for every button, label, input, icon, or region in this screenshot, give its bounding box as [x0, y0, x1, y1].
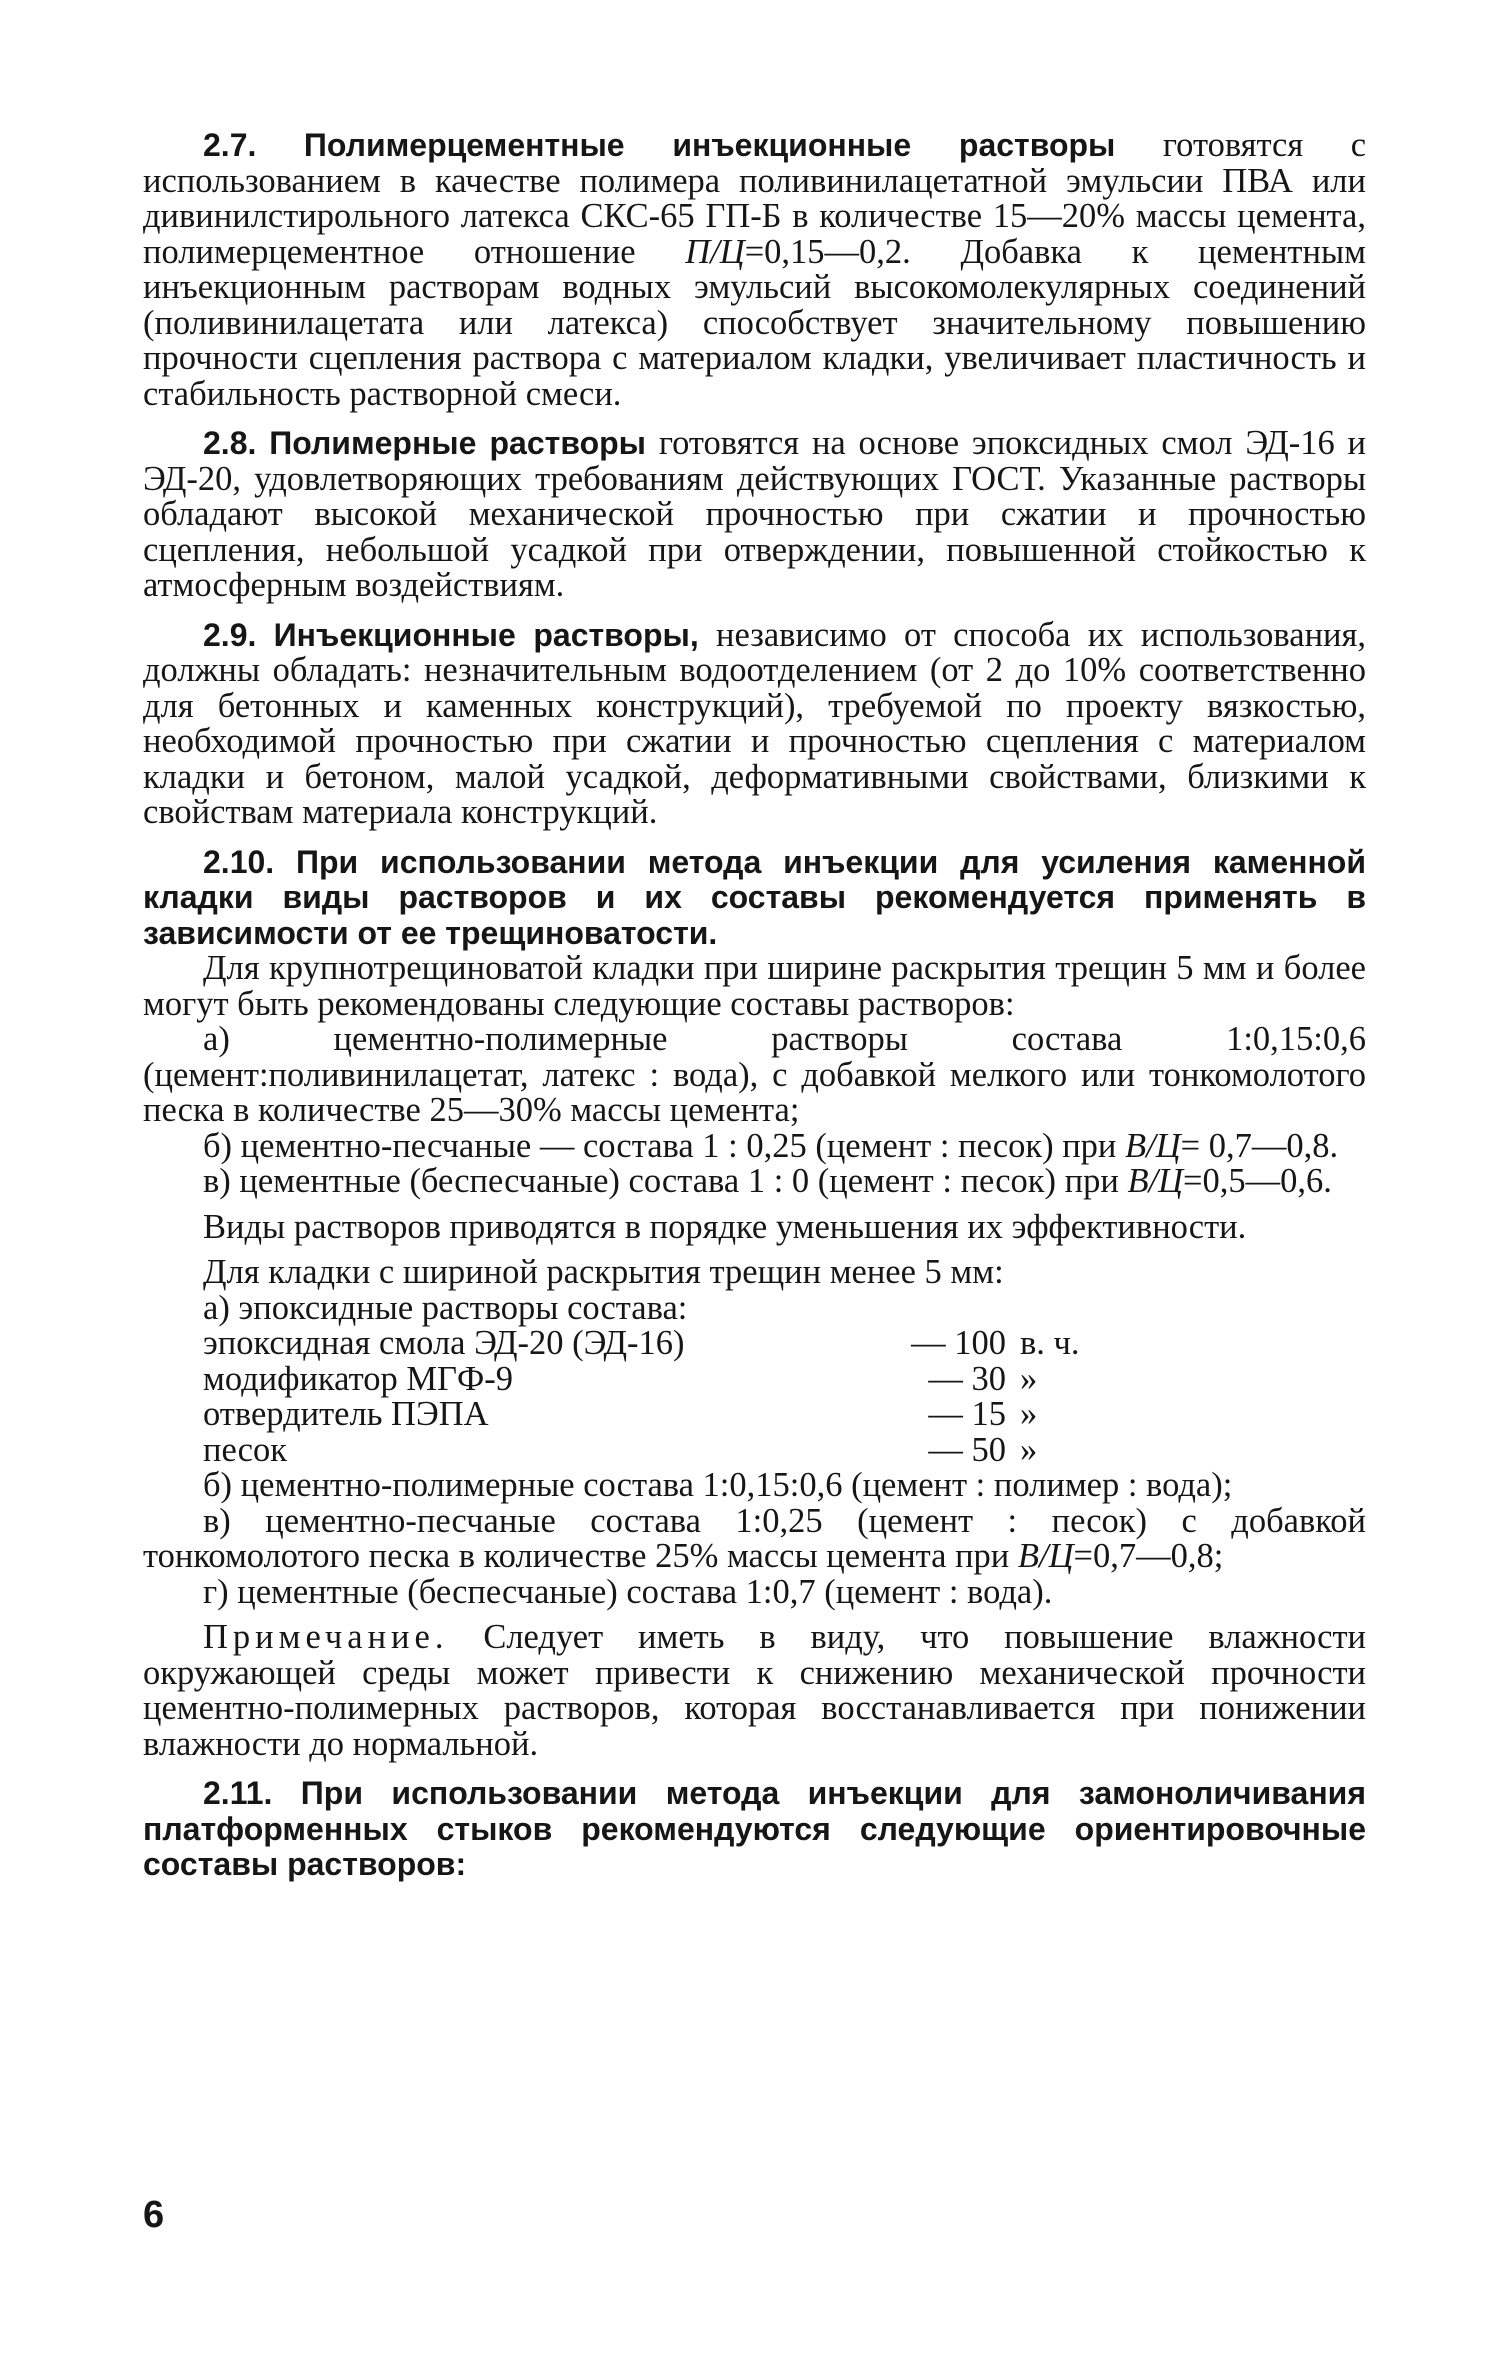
section-lead: Инъекционные растворы, — [273, 616, 699, 653]
component-amount: — 30 — [928, 1359, 1006, 1398]
section-text: При использовании метода инъекции для усиления каменной кладки виды растворов и их составы рекомендуется применять в зависимости от ее трещиноватости. — [143, 843, 1366, 951]
epoxy-composition-table — [143, 1326, 1366, 1468]
section-2-11 — [143, 1776, 1366, 1883]
component-unit: » — [1020, 1359, 1038, 1398]
composition-row — [143, 1326, 1366, 1362]
component-amount: — 100 — [911, 1324, 1006, 1362]
large-cracks-intro: Для крупнотрещиноватой кладки при ширине раскрытия трещин 5 мм и более могут быть рекомендованы следующие составы растворов: — [143, 949, 1366, 1023]
note — [143, 1620, 1366, 1762]
section-lead: Полимерные растворы — [269, 425, 646, 461]
section-lead: Полимерцементные инъекционные растворы — [303, 127, 1116, 163]
page-number: 6 — [143, 2194, 165, 2236]
component-name: отвердитель ПЭПА — [203, 1395, 489, 1433]
component-unit: » — [1020, 1430, 1038, 1469]
note-label: Примечание. — [203, 1618, 449, 1656]
section-2-7 — [143, 128, 1366, 412]
section-2-9 — [143, 615, 1366, 831]
formula: В/Ц — [1017, 1537, 1074, 1575]
component-unit: » — [1020, 1395, 1038, 1433]
component-name: модификатор МГФ-9 — [203, 1359, 513, 1398]
section-text: готовятся с использованием в качестве полимера поливинилацетатной эмульсии ПВА или дивинилстирольного латекса СКС-65 ГП-Б в количестве 15—20% массы цемента, полимерцементное отношение — [143, 126, 1367, 271]
small-item-a: а) эпоксидные растворы состава: — [203, 1288, 688, 1327]
formula: В/Ц — [1125, 1126, 1181, 1165]
formula: В/Ц — [1127, 1162, 1184, 1200]
section-text: =0,15—0,2. Добавка к цементным инъекционным растворам водных эмульсий высокомолекулярных соединений (поливинилацетата или латекса) способствует значительному повышению прочности сцепления раствора с материалом кладки, увеличивает пластичность и стабильность растворной смеси. — [143, 232, 1366, 413]
composition-row — [143, 1397, 1366, 1433]
component-name: эпоксидная смола ЭД-20 (ЭД-16) — [203, 1324, 685, 1362]
section-text: независимо от способа их использования, должны обладать: незначительным водоотделением (от 2 до 10% соответственно для бетонных и каменных конструкций), требуемой по проекту вязкостью, необходимой прочностью при сжатии и прочностью сцепления с материалом кладки и бетоном, малой усадкой, деформативными свойствами, близкими к свойствам материала конструкций. — [143, 615, 1366, 831]
formula: П/Ц — [685, 232, 745, 271]
component-name: песок — [203, 1430, 287, 1469]
large-item-a: а) цементно-полимерные растворы состава 1:0,15:0,6 (цемент:поливинилацетат, латекс : вода), с добавкой мелкого или тонкомолотого песка в количестве 25—30% массы цемента; — [143, 1020, 1366, 1129]
large-item-b: б) цементно-песчаные — состава 1 : 0,25 (цемент : песок) при В/Ц= 0,7—0,8. — [203, 1126, 1339, 1165]
document-page — [143, 128, 1366, 1883]
note-text: Следует иметь в виду, что повышение влажности окружающей среды может привести к снижению механической прочности цементно-полимерных растворов, которая восстанавливается при понижении влажности до нормальной. — [143, 1618, 1366, 1763]
large-item-c: в) цементные (беспесчаные) состава 1 : 0 (цемент : песок) при В/Ц=0,5—0,6. — [203, 1162, 1332, 1200]
section-text: готовятся на основе эпоксидных смол ЭД-16 и ЭД-20, удовлетворяющих требованиям действующих ГОСТ. Указанные растворы обладают высокой механической прочностью при сжатии и прочностью сцепления, небольшой усадкой при отверждении, повышенной стойкостью к атмосферным воздействиям. — [143, 424, 1367, 604]
section-2-10 — [143, 845, 1366, 952]
section-number: 2.8. — [203, 425, 257, 461]
order-note: Виды растворов приводятся в порядке уменьшения их эффективности. — [203, 1207, 1247, 1246]
small-item-d: г) цементные (беспесчаные) состава 1:0,7 (цемент : вода). — [203, 1572, 1053, 1611]
section-number: 2.9. — [203, 616, 257, 653]
section-2-8 — [143, 426, 1366, 604]
section-number: 2.10. — [203, 843, 275, 880]
composition-row — [143, 1359, 1366, 1398]
component-amount: — 15 — [928, 1395, 1006, 1433]
small-item-c: в) цементно-песчаные состава 1:0,25 (цемент : песок) с добавкой тонкомолотого песка в количестве 25% массы цемента при В/Ц=0,7—0,8; — [143, 1501, 1366, 1575]
composition-row — [143, 1430, 1366, 1469]
small-item-b: б) цементно-полимерные состава 1:0,15:0,6 (цемент : полимер : вода); — [203, 1466, 1233, 1504]
section-number: 2.7. — [203, 127, 257, 163]
component-amount: — 50 — [928, 1430, 1006, 1469]
section-text: При использовании метода инъекции для замоноличивания платформенных стыков рекомендуются следующие ориентировочные составы растворов: — [143, 1775, 1366, 1882]
component-unit: в. ч. — [1020, 1324, 1080, 1362]
small-cracks-intro: Для кладки с шириной раскрытия трещин менее 5 мм: — [203, 1253, 1004, 1291]
section-number: 2.11. — [203, 1775, 273, 1811]
